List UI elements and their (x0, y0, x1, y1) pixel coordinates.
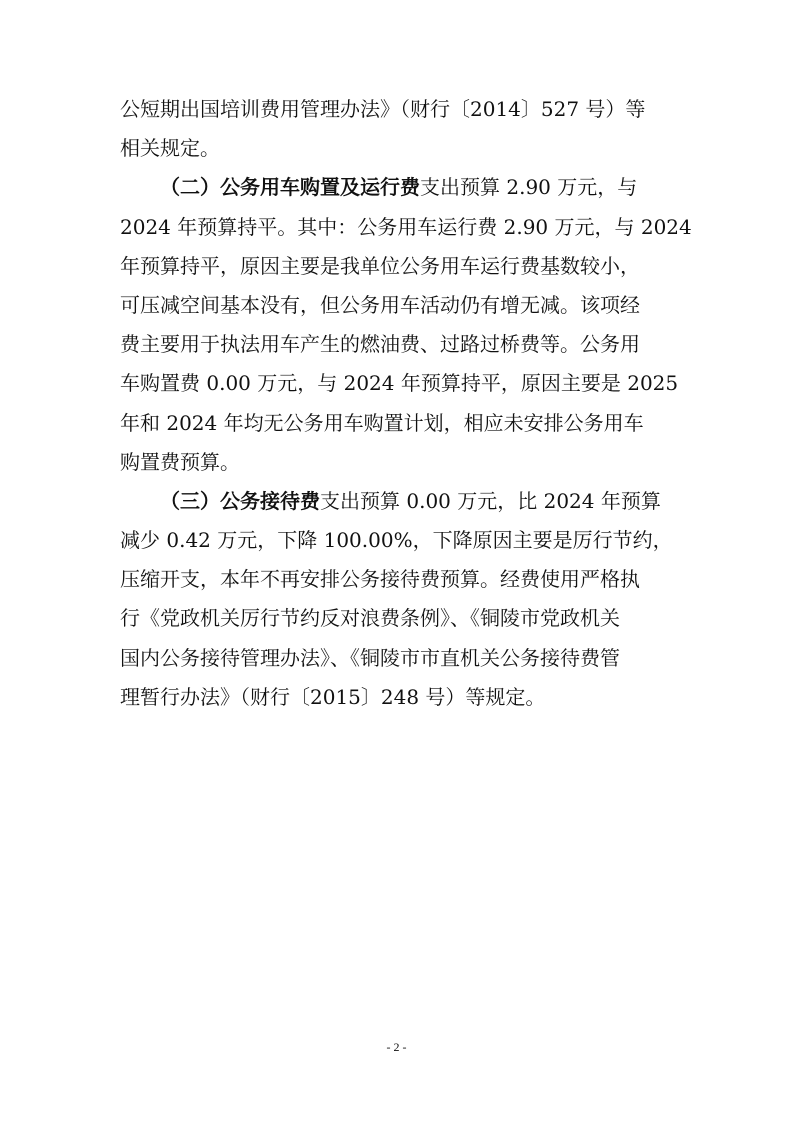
paragraph-line: 车购置费 0.00 万元，与 2024 年预算持平，原因主要是 2025 (120, 371, 679, 396)
paragraph-line: 购置费预算。 (120, 449, 240, 474)
paragraph-line: 费主要用于执法用车产生的燃油费、过路过桥费等。公务用 (120, 332, 640, 357)
paragraph-line: 年和 2024 年均无公务用车购置计划，相应未安排公务用车 (120, 410, 644, 435)
paragraph-line: 可压减空间基本没有，但公务用车活动仍有增无减。该项经 (120, 292, 640, 317)
section3-first-line-text: 支出预算 0.00 万元，比 2024 年预算 (320, 488, 661, 513)
section2-first-line-text: 支出预算 2.90 万元，与 (420, 175, 638, 200)
paragraph-line: 行《党政机关厉行节约反对浪费条例》、《铜陵市党政机关 (120, 606, 620, 631)
section3-heading: （三）公务接待费 (160, 488, 320, 513)
paragraph-line: 2024 年预算持平。其中：公务用车运行费 2.90 万元，与 2024 (120, 214, 692, 239)
paragraph-line: 年预算持平，原因主要是我单位公务用车运行费基数较小， (120, 253, 640, 278)
paragraph-line: 压缩开支，本年不再安排公务接待费预算。经费使用严格执 (120, 567, 640, 592)
paragraph-line: 公短期出国培训费用管理办法》（财行〔2014〕527 号）等 (120, 97, 646, 121)
paragraph-line: 国内公务接待管理办法》、《铜陵市市直机关公务接待费管 (120, 645, 620, 670)
body-text (120, 90, 692, 717)
section3-first-line (120, 482, 680, 521)
page-number: - 2 - (386, 1040, 407, 1054)
section2-heading: （二）公务用车购置及运行费 (160, 175, 420, 200)
paragraph-line: 相关规定。 (120, 136, 220, 161)
paragraph-line: 减少 0.42 万元，下降 100.00%，下降原因主要是厉行节约， (120, 528, 673, 553)
section2-first-line (120, 168, 680, 207)
paragraph-line: 理暂行办法》（财行〔2015〕248 号）等规定。 (120, 684, 546, 709)
